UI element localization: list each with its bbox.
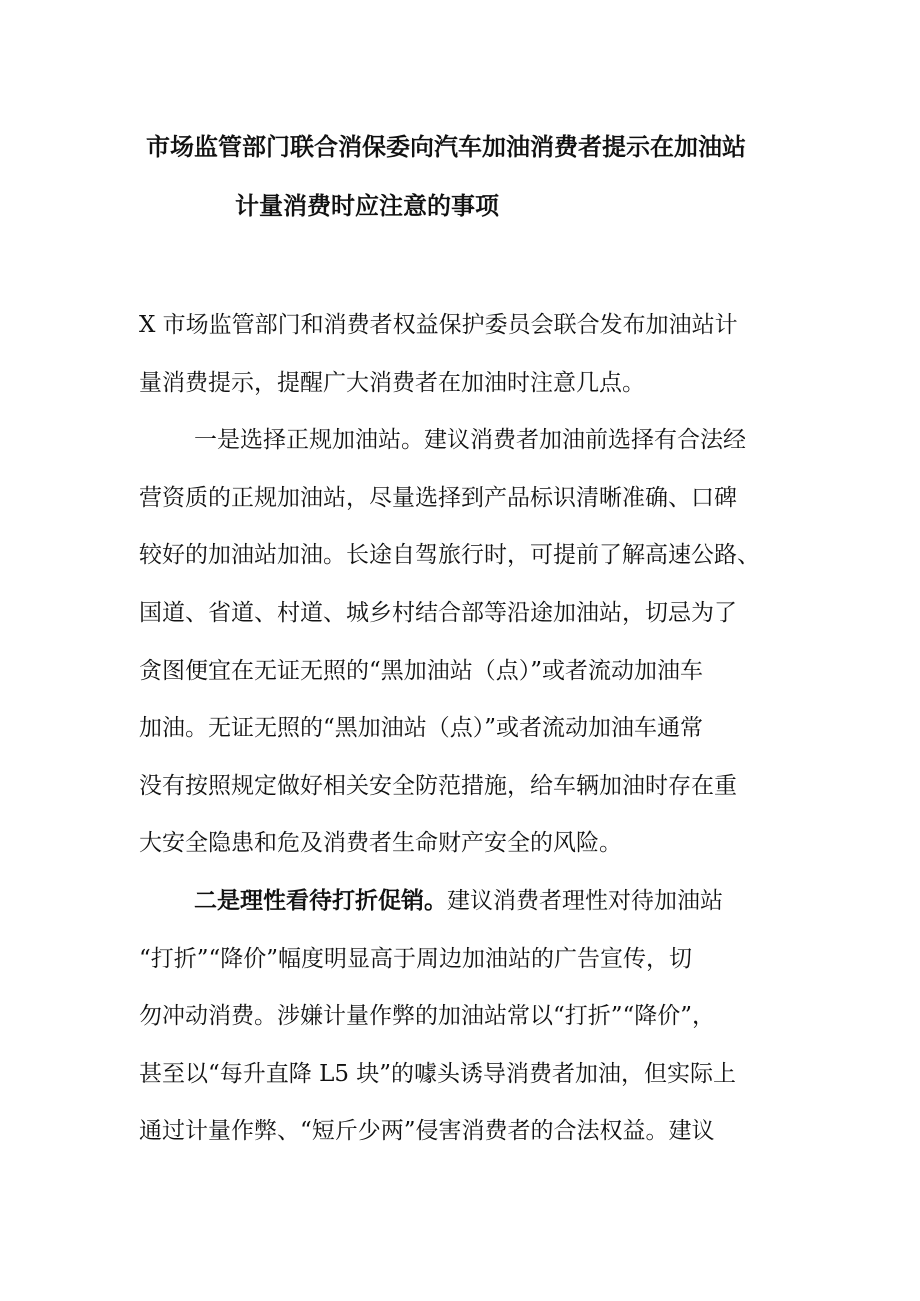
intro-line-1: X 市场监管部门和消费者权益保护委员会联合发布加油站计: [139, 312, 738, 338]
section1-line-1: 一是选择正规加油站。建议消费者加油前选择有合法经: [194, 427, 746, 454]
section1-line-4: 国道、省道、村道、城乡村结合部等沿途加油站，切忌为了: [139, 599, 737, 626]
section2-line-1-text: 建议消费者理性对待加油站: [447, 887, 723, 914]
section1-line-5: 贪图便宜在无证无照的“黑加油站（点）”或者流动加油车: [139, 657, 704, 684]
section2-line-1: [139, 873, 799, 931]
section1-line-7: 没有按照规定做好相关安全防范措施，给车辆加油时存在重: [139, 772, 737, 799]
section2-heading: 二是理性看待打折促销。: [194, 887, 447, 914]
section1-line-3: 较好的加油站加油。长途自驾旅行时，可提前了解高速公路、: [139, 542, 760, 569]
section1-line-8: 大安全隐患和危及消费者生命财产安全的风险。: [139, 830, 622, 857]
document-title-line-1: 市场监管部门联合消保委向汽车加油消费者提示在加油站: [146, 133, 746, 161]
section2-line-2: “打折”“降价”幅度明显高于周边加油站的广告宣传，切: [139, 945, 693, 972]
document-body: [139, 297, 799, 1161]
intro-line-2: 量消费提示，提醒广大消费者在加油时注意几点。: [139, 369, 645, 396]
section2-line-3: 勿冲动消费。涉嫌计量作弊的加油站常以“打折”“降价”，: [139, 1003, 716, 1030]
section2-line-4: 甚至以“每升直降 L5 块”的噱头诱导消费者加油，但实际上: [139, 1060, 737, 1087]
document-title-line-2: 计量消费时应注意的事项: [235, 192, 499, 220]
section2-line-5: 通过计量作弊、“短斤少两”侵害消费者的合法权益。建议: [139, 1118, 715, 1145]
section1-line-6: 加油。无证无照的“黑加油站（点）”或者流动加油车通常: [139, 715, 704, 742]
section1-line-2: 营资质的正规加油站，尽量选择到产品标识清晰准确、口碑: [139, 484, 737, 511]
